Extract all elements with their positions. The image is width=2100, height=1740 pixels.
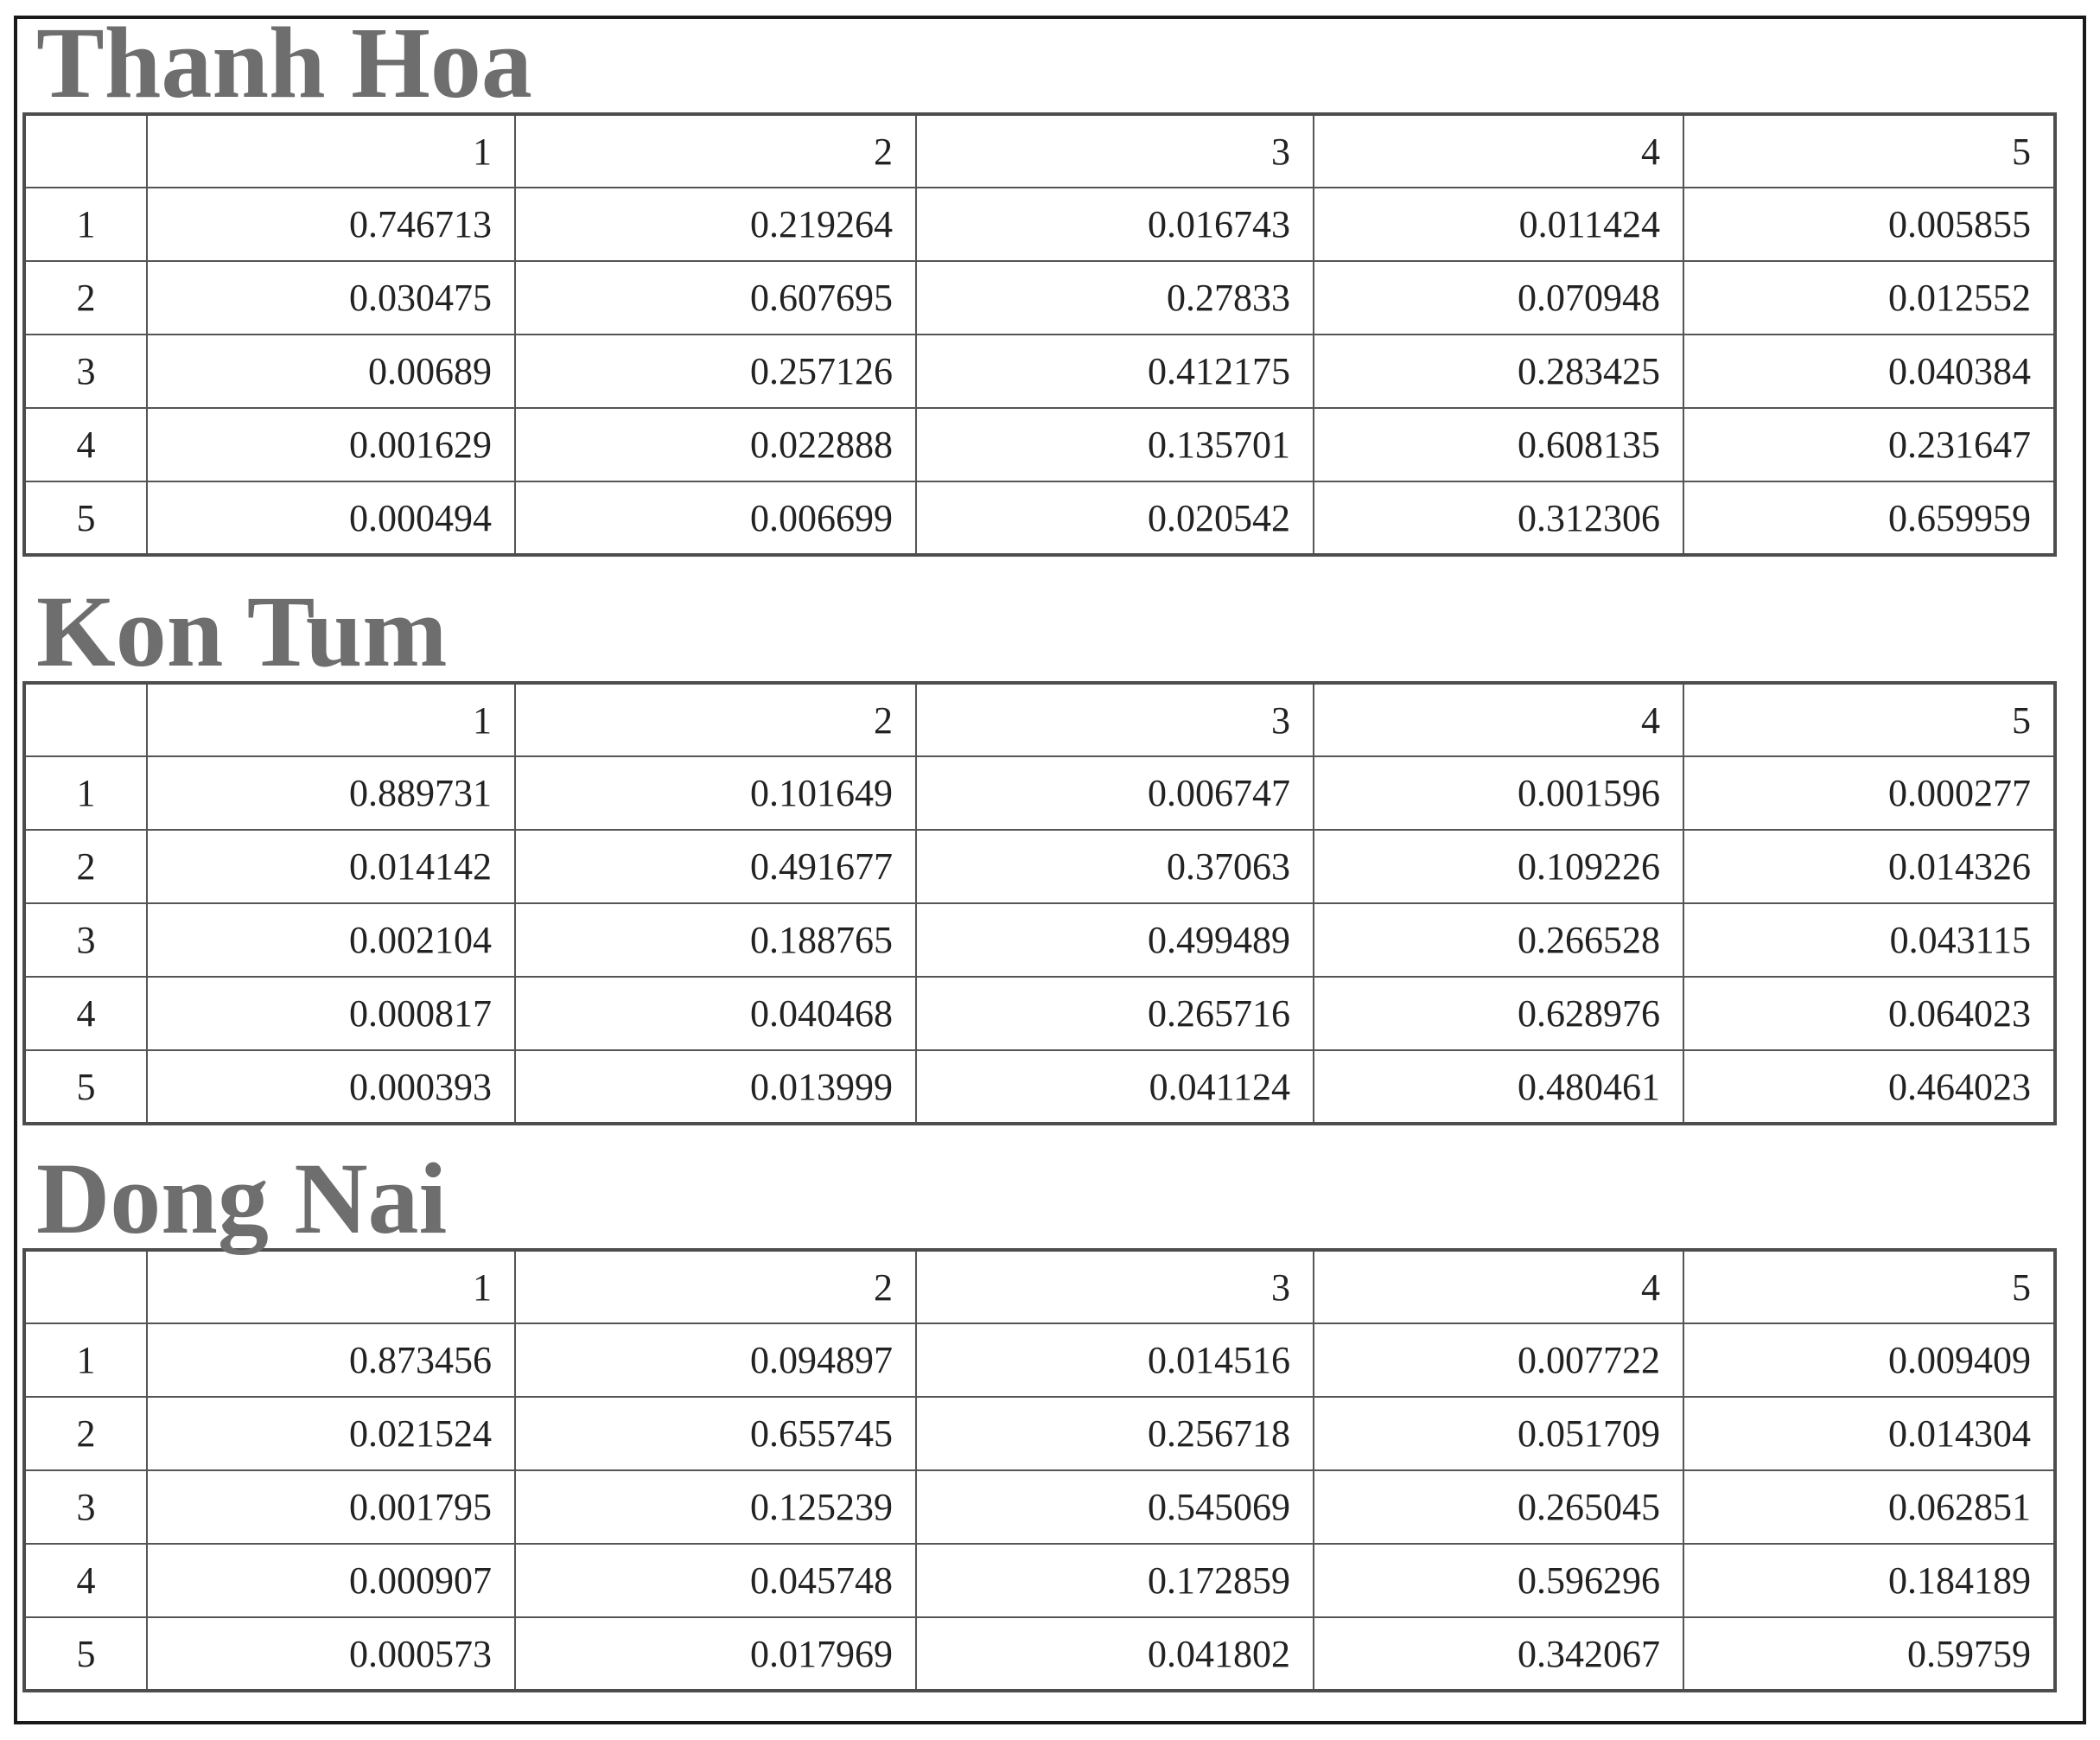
table-cell: 0.040468	[515, 977, 916, 1050]
table-cell: 0.000573	[147, 1617, 515, 1691]
table-cell: 0.009409	[1683, 1323, 2055, 1397]
table-cell: 0.000393	[147, 1050, 515, 1124]
column-header: 3	[916, 1250, 1314, 1323]
column-header: 2	[515, 1250, 916, 1323]
header-row	[24, 1250, 2055, 1323]
row-header: 1	[24, 1323, 147, 1397]
column-header: 2	[515, 114, 916, 188]
transition-matrix-table	[22, 1248, 2057, 1692]
table-cell: 0.608135	[1314, 408, 1683, 481]
row-header: 2	[24, 1397, 147, 1470]
column-header: 5	[1683, 114, 2055, 188]
table-cell: 0.101649	[515, 756, 916, 830]
column-header: 5	[1683, 1250, 2055, 1323]
section-thanh-hoa	[22, 6, 2053, 557]
table-cell: 0.007722	[1314, 1323, 1683, 1397]
table-cell: 0.219264	[515, 188, 916, 261]
table-cell: 0.265045	[1314, 1470, 1683, 1544]
table-cell: 0.041802	[916, 1617, 1314, 1691]
row-header: 5	[24, 1617, 147, 1691]
table-row	[24, 335, 2055, 408]
table-cell: 0.37063	[916, 830, 1314, 903]
section-dong-nai	[22, 1142, 2053, 1692]
table-cell: 0.040384	[1683, 335, 2055, 408]
table-cell: 0.135701	[916, 408, 1314, 481]
table-cell: 0.265716	[916, 977, 1314, 1050]
column-header: 2	[515, 683, 916, 756]
table-cell: 0.001629	[147, 408, 515, 481]
row-header: 1	[24, 756, 147, 830]
table-cell: 0.266528	[1314, 903, 1683, 977]
table-cell: 0.746713	[147, 188, 515, 261]
column-header: 4	[1314, 1250, 1683, 1323]
column-header: 1	[147, 1250, 515, 1323]
section-title: Dong Nai	[36, 1142, 448, 1255]
table-cell: 0.070948	[1314, 261, 1683, 335]
table-cell: 0.545069	[916, 1470, 1314, 1544]
table-row	[24, 1470, 2055, 1544]
table-cell: 0.000277	[1683, 756, 2055, 830]
table-cell: 0.000817	[147, 977, 515, 1050]
table-cell: 0.012552	[1683, 261, 2055, 335]
column-header: 3	[916, 683, 1314, 756]
table-cell: 0.596296	[1314, 1544, 1683, 1617]
table-cell: 0.014516	[916, 1323, 1314, 1397]
table-cell: 0.873456	[147, 1323, 515, 1397]
column-header: 1	[147, 683, 515, 756]
table-cell: 0.188765	[515, 903, 916, 977]
table-cell: 0.00689	[147, 335, 515, 408]
header-row	[24, 114, 2055, 188]
table-cell: 0.628976	[1314, 977, 1683, 1050]
table-cell: 0.021524	[147, 1397, 515, 1470]
table-cell: 0.257126	[515, 335, 916, 408]
table-row	[24, 1617, 2055, 1691]
table-row	[24, 408, 2055, 481]
table-cell: 0.002104	[147, 903, 515, 977]
row-header: 3	[24, 1470, 147, 1544]
table-cell: 0.001596	[1314, 756, 1683, 830]
table-cell: 0.001795	[147, 1470, 515, 1544]
table-cell: 0.109226	[1314, 830, 1683, 903]
table-cell: 0.000907	[147, 1544, 515, 1617]
section-kon-tum	[22, 575, 2053, 1125]
table-cell: 0.256718	[916, 1397, 1314, 1470]
table-cell: 0.499489	[916, 903, 1314, 977]
table-row	[24, 1323, 2055, 1397]
table-cell: 0.607695	[515, 261, 916, 335]
table-cell: 0.172859	[916, 1544, 1314, 1617]
table-cell: 0.051709	[1314, 1397, 1683, 1470]
table-row	[24, 977, 2055, 1050]
table-cell: 0.022888	[515, 408, 916, 481]
table-cell: 0.013999	[515, 1050, 916, 1124]
table-cell: 0.014142	[147, 830, 515, 903]
corner-cell	[24, 114, 147, 188]
table-row	[24, 481, 2055, 555]
column-header: 4	[1314, 683, 1683, 756]
table-cell: 0.125239	[515, 1470, 916, 1544]
row-header: 5	[24, 481, 147, 555]
table-row	[24, 1544, 2055, 1617]
row-header: 4	[24, 408, 147, 481]
table-cell: 0.030475	[147, 261, 515, 335]
table-cell: 0.659959	[1683, 481, 2055, 555]
row-header: 2	[24, 261, 147, 335]
table-cell: 0.231647	[1683, 408, 2055, 481]
corner-cell	[24, 683, 147, 756]
table-cell: 0.045748	[515, 1544, 916, 1617]
table-cell: 0.000494	[147, 481, 515, 555]
table-row	[24, 1397, 2055, 1470]
table-cell: 0.006699	[515, 481, 916, 555]
table-cell: 0.020542	[916, 481, 1314, 555]
table-cell: 0.655745	[515, 1397, 916, 1470]
table-row	[24, 261, 2055, 335]
table-cell: 0.041124	[916, 1050, 1314, 1124]
section-title: Thanh Hoa	[36, 6, 532, 119]
table-cell: 0.005855	[1683, 188, 2055, 261]
column-header: 1	[147, 114, 515, 188]
table-cell: 0.184189	[1683, 1544, 2055, 1617]
table-cell: 0.59759	[1683, 1617, 2055, 1691]
table-cell: 0.283425	[1314, 335, 1683, 408]
table-cell: 0.016743	[916, 188, 1314, 261]
table-cell: 0.889731	[147, 756, 515, 830]
column-header: 3	[916, 114, 1314, 188]
row-header: 3	[24, 903, 147, 977]
corner-cell	[24, 1250, 147, 1323]
table-cell: 0.017969	[515, 1617, 916, 1691]
row-header: 2	[24, 830, 147, 903]
table-cell: 0.043115	[1683, 903, 2055, 977]
table-row	[24, 188, 2055, 261]
table-cell: 0.014326	[1683, 830, 2055, 903]
table-row	[24, 830, 2055, 903]
table-row	[24, 903, 2055, 977]
table-cell: 0.312306	[1314, 481, 1683, 555]
table-cell: 0.480461	[1314, 1050, 1683, 1124]
table-cell: 0.27833	[916, 261, 1314, 335]
table-cell: 0.342067	[1314, 1617, 1683, 1691]
row-header: 4	[24, 1544, 147, 1617]
table-cell: 0.064023	[1683, 977, 2055, 1050]
transition-matrix-table	[22, 681, 2057, 1125]
column-header: 4	[1314, 114, 1683, 188]
row-header: 4	[24, 977, 147, 1050]
table-cell: 0.464023	[1683, 1050, 2055, 1124]
section-title: Kon Tum	[36, 575, 448, 688]
row-header: 5	[24, 1050, 147, 1124]
table-cell: 0.412175	[916, 335, 1314, 408]
table-cell: 0.094897	[515, 1323, 916, 1397]
table-cell: 0.006747	[916, 756, 1314, 830]
row-header: 1	[24, 188, 147, 261]
table-row	[24, 1050, 2055, 1124]
table-cell: 0.491677	[515, 830, 916, 903]
table-cell: 0.014304	[1683, 1397, 2055, 1470]
table-cell: 0.011424	[1314, 188, 1683, 261]
table-cell: 0.062851	[1683, 1470, 2055, 1544]
header-row	[24, 683, 2055, 756]
transition-matrix-table	[22, 112, 2057, 557]
column-header: 5	[1683, 683, 2055, 756]
table-row	[24, 756, 2055, 830]
row-header: 3	[24, 335, 147, 408]
